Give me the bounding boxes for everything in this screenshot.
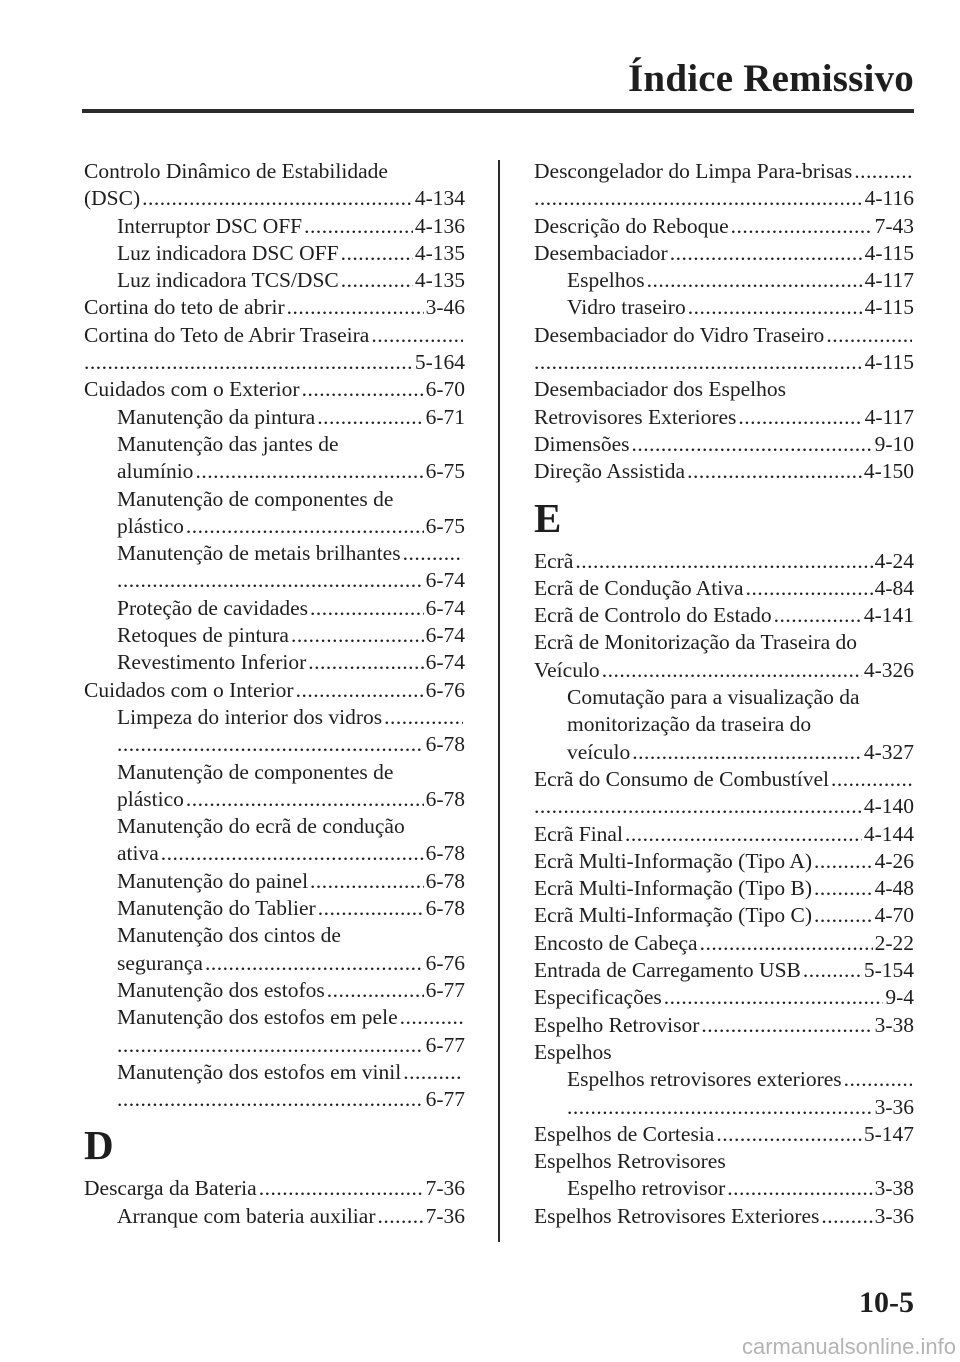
dot-leader	[287, 294, 424, 321]
page-reference: 4-141	[863, 603, 914, 628]
page-reference: 6-76	[425, 677, 465, 702]
entry-label: Cortina do teto de abrir	[84, 295, 285, 320]
page-reference: 6-77	[425, 1032, 465, 1057]
entry-label: Encosto de Cabeça	[534, 930, 698, 955]
index-entry	[84, 677, 465, 704]
section-letter: E	[534, 494, 562, 541]
page-reference: 5-147	[863, 1121, 914, 1146]
dot-leader	[205, 950, 424, 977]
index-subentry	[84, 622, 465, 649]
index-column-left	[84, 158, 465, 1230]
entry-label: Vidro traseiro	[567, 295, 686, 320]
page-reference: 4-136	[414, 213, 465, 238]
index-subentry	[84, 567, 465, 594]
index-subentry	[84, 1032, 465, 1059]
dot-leader	[602, 657, 862, 684]
entry-label: Espelhos Retrovisores Exteriores	[534, 1203, 820, 1228]
page-reference: 6-75	[425, 513, 465, 538]
entry-label: Manutenção de componentes de	[117, 759, 394, 784]
page-reference: 2-22	[874, 930, 914, 955]
dot-leader	[327, 977, 424, 1004]
page-reference: 4-70	[874, 903, 914, 928]
dot-leader	[317, 404, 423, 431]
index-subentry	[84, 759, 465, 786]
page-reference: 6-70	[425, 377, 465, 402]
page-reference: 4-135	[414, 240, 465, 265]
index-subentry	[84, 950, 465, 977]
entry-label: Manutenção de metais brilhantes	[117, 541, 401, 566]
dot-leader	[296, 677, 424, 704]
entry-label: Ecrã do Consumo de Combustível	[534, 766, 829, 791]
index-subentry	[84, 595, 465, 622]
entry-label: plástico	[117, 513, 184, 538]
entry-label: (DSC)	[84, 186, 141, 211]
page-reference: 5-164	[414, 350, 465, 375]
dot-leader	[647, 267, 863, 294]
index-entry	[534, 629, 914, 656]
page-reference: 6-74	[425, 595, 465, 620]
index-subentry	[84, 731, 465, 758]
index-entry	[84, 158, 465, 185]
index-entry	[534, 848, 914, 875]
entry-label: Cuidados com o Interior	[84, 677, 294, 702]
dot-leader	[400, 1004, 463, 1031]
index-entry	[534, 240, 914, 267]
index-subentry	[534, 294, 914, 321]
index-entry	[84, 322, 465, 349]
index-subentry	[84, 868, 465, 895]
dot-leader	[310, 868, 424, 895]
page-reference: 3-46	[425, 295, 465, 320]
entry-label: Cortina do Teto de Abrir Traseira	[84, 322, 370, 347]
index-subentry	[84, 458, 465, 485]
page-reference: 6-77	[425, 1087, 465, 1112]
dot-leader	[186, 786, 424, 813]
dot-leader	[803, 957, 862, 984]
dot-leader	[567, 1094, 873, 1121]
page-reference: 6-78	[425, 896, 465, 921]
index-subentry	[534, 1066, 914, 1093]
page-reference: 6-78	[425, 841, 465, 866]
dot-leader	[117, 731, 424, 758]
page-reference: 9-10	[874, 431, 914, 456]
dot-leader	[291, 622, 424, 649]
page-reference: 6-78	[425, 786, 465, 811]
page-title: Índice Remissivo	[628, 57, 914, 100]
entry-label: Arranque com bateria auxiliar	[117, 1203, 376, 1228]
dot-leader	[341, 240, 413, 267]
dot-leader	[384, 704, 463, 731]
entry-label: Retoques de pintura	[117, 623, 289, 648]
entry-label: Luz indicadora TCS/DSC	[117, 268, 339, 293]
page-reference: 5-154	[863, 958, 914, 983]
entry-label: Descrição do Reboque	[534, 213, 729, 238]
page-reference: 6-74	[425, 568, 465, 593]
dot-leader	[688, 294, 863, 321]
entry-label: Descarga da Bateria	[84, 1176, 257, 1201]
dot-leader	[318, 895, 424, 922]
dot-leader	[310, 595, 424, 622]
index-entry	[534, 1121, 914, 1148]
index-subentry	[84, 1203, 465, 1230]
entry-label: Manutenção dos cintos de	[117, 923, 341, 948]
dot-leader	[534, 349, 863, 376]
dot-leader	[716, 1121, 862, 1148]
entry-label: plástico	[117, 786, 184, 811]
index-entry	[534, 185, 914, 212]
index-subentry	[84, 922, 465, 949]
index-entry	[534, 657, 914, 684]
watermark: carmanualsonline.info	[741, 1334, 956, 1359]
entry-label: Veículo	[534, 657, 600, 682]
index-entry	[534, 793, 914, 820]
entry-label: Manutenção do painel	[117, 868, 309, 893]
entry-label: Ecrã de Monitorização da Traseira do	[534, 630, 857, 655]
index-entry	[534, 322, 914, 349]
index-entry	[534, 349, 914, 376]
index-entry	[534, 875, 914, 902]
dot-leader	[814, 875, 873, 902]
index-subentry	[84, 540, 465, 567]
entry-label: Comutação para a visualização da	[567, 685, 860, 710]
entry-label: Espelhos de Cortesia	[534, 1121, 715, 1146]
index-subentry	[84, 267, 465, 294]
page-reference: 4-134	[414, 186, 465, 211]
index-subentry	[84, 895, 465, 922]
page-reference: 6-78	[425, 868, 465, 893]
entry-label: Descongelador do Limpa Para-brisas	[534, 159, 853, 183]
dot-leader	[814, 848, 873, 875]
dot-leader	[727, 1175, 872, 1202]
entry-label: Controlo Dinâmico de Estabilidade	[84, 159, 388, 183]
dot-leader	[308, 649, 423, 676]
dot-leader	[632, 431, 873, 458]
index-subentry	[84, 840, 465, 867]
page-reference: 6-71	[425, 404, 465, 429]
index-entry	[534, 821, 914, 848]
entry-label: Ecrã Multi-Informação (Tipo B)	[534, 876, 813, 901]
entry-label: Espelhos retrovisores exteriores	[567, 1067, 842, 1092]
dot-leader	[341, 267, 413, 294]
index-subentry	[534, 1175, 914, 1202]
index-column-right	[534, 158, 914, 1230]
entry-label: Proteção de cavidades	[117, 595, 309, 620]
entry-label: Espelhos	[567, 268, 645, 293]
column-divider	[498, 160, 500, 1242]
page-reference: 9-4	[885, 985, 914, 1010]
header-rule	[82, 109, 914, 113]
dot-leader	[746, 575, 873, 602]
section-letter: D	[84, 1122, 114, 1169]
entry-label: Manutenção da pintura	[117, 404, 316, 429]
index-subentry	[84, 1059, 465, 1086]
page-reference: 4-140	[863, 794, 914, 819]
entry-label: ativa	[117, 841, 159, 866]
index-entry	[534, 158, 914, 185]
entry-label: Ecrã Multi-Informação (Tipo A)	[534, 848, 813, 873]
dot-leader	[625, 821, 862, 848]
index-entry	[534, 957, 914, 984]
dot-leader	[117, 1032, 424, 1059]
entry-label: Entrada de Carregamento USB	[534, 958, 801, 983]
page-reference: 6-78	[425, 732, 465, 757]
entry-label: Desembaciador dos Espelhos	[534, 377, 786, 402]
dot-leader	[670, 240, 863, 267]
page-reference: 6-74	[425, 650, 465, 675]
entry-label: Ecrã de Controlo do Estado	[534, 603, 772, 628]
index-entry	[534, 984, 914, 1011]
dot-leader	[821, 1203, 872, 1230]
entry-label: Manutenção do Tablier	[117, 896, 316, 921]
dot-leader	[774, 602, 862, 629]
entry-label: Ecrã Multi-Informação (Tipo C)	[534, 903, 813, 928]
index-entry	[534, 1203, 914, 1230]
dot-leader	[687, 458, 862, 485]
dot-leader	[844, 1066, 912, 1093]
index-subentry	[534, 739, 914, 766]
page-reference: 3-36	[874, 1203, 914, 1228]
dot-leader	[84, 349, 413, 376]
index-entry	[534, 575, 914, 602]
dot-leader	[259, 1175, 424, 1202]
dot-leader	[575, 548, 872, 575]
entry-label: Ecrã	[534, 548, 574, 573]
entry-label: Manutenção dos estofos	[117, 977, 325, 1002]
entry-label: segurança	[117, 950, 203, 975]
index-subentry	[534, 711, 914, 738]
index-entry	[534, 1148, 914, 1175]
page-reference: 4-144	[863, 821, 914, 846]
index-entry	[84, 185, 465, 212]
entry-label: Direção Assistida	[534, 459, 686, 484]
dot-leader	[534, 793, 862, 820]
page-reference: 4-84	[874, 575, 914, 600]
index-entry	[534, 404, 914, 431]
index-subentry	[84, 649, 465, 676]
page-reference: 4-327	[863, 739, 914, 764]
index-entry	[534, 902, 914, 929]
entry-label: Revestimento Inferior	[117, 650, 307, 675]
page-reference: 3-38	[874, 1176, 914, 1201]
dot-leader	[377, 1203, 423, 1230]
index-subentry	[84, 431, 465, 458]
index-subentry	[84, 404, 465, 431]
dot-leader	[302, 376, 424, 403]
index-entry	[534, 930, 914, 957]
index-entry	[534, 548, 914, 575]
page-reference: 7-36	[425, 1203, 465, 1228]
index-subentry	[84, 513, 465, 540]
entry-label: Espelho retrovisor	[567, 1176, 726, 1201]
page-reference: 3-38	[874, 1012, 914, 1037]
index-subentry	[84, 977, 465, 1004]
entry-label: Desembaciador	[534, 240, 668, 265]
dot-leader	[304, 213, 413, 240]
index-subentry	[84, 240, 465, 267]
page-reference: 6-77	[425, 977, 465, 1002]
index-entry	[84, 349, 465, 376]
page-reference: 6-76	[425, 950, 465, 975]
index-subentry	[84, 486, 465, 513]
index-entry	[534, 1039, 914, 1066]
entry-label: Manutenção do ecrã de condução	[117, 814, 405, 839]
index-entry	[84, 294, 465, 321]
dot-leader	[731, 213, 873, 240]
entry-label: monitorização da traseira do	[567, 712, 812, 737]
page-reference: 3-36	[874, 1094, 914, 1119]
page-reference: 7-43	[874, 213, 914, 238]
dot-leader	[854, 158, 912, 185]
page-reference: 4-48	[874, 876, 914, 901]
dot-leader	[161, 840, 424, 867]
entry-label: Desembaciador do Vidro Traseiro	[534, 322, 825, 347]
entry-label: Espelhos Retrovisores	[534, 1149, 726, 1174]
index-entry	[534, 766, 914, 793]
index-subentry	[84, 813, 465, 840]
index-entry	[534, 602, 914, 629]
entry-label: Manutenção dos estofos em vinil	[117, 1059, 402, 1084]
index-entry	[84, 1175, 465, 1202]
page-reference: 4-326	[863, 657, 914, 682]
entry-label: alumínio	[117, 459, 194, 484]
dot-leader	[195, 458, 423, 485]
index-entry	[534, 1012, 914, 1039]
entry-label: Dimensões	[534, 431, 630, 456]
entry-label: Manutenção das jantes de	[117, 431, 339, 456]
dot-leader	[534, 185, 863, 212]
page-reference: 6-74	[425, 623, 465, 648]
entry-label: Manutenção dos estofos em pele	[117, 1005, 398, 1030]
page-reference: 4-116	[864, 186, 914, 211]
page-reference: 7-36	[425, 1176, 465, 1201]
page-number: 10-5	[859, 1286, 914, 1319]
page-reference: 4-115	[864, 350, 914, 375]
entry-label: Manutenção de componentes de	[117, 486, 394, 511]
entry-label: Especificações	[534, 985, 662, 1010]
index-entry	[534, 431, 914, 458]
entry-label: Ecrã Final	[534, 821, 623, 846]
dot-leader	[701, 1012, 872, 1039]
entry-label: Espelho Retrovisor	[534, 1012, 700, 1037]
dot-leader	[371, 322, 463, 349]
page-reference: 4-26	[874, 848, 914, 873]
index-entry	[534, 213, 914, 240]
index-entry	[534, 458, 914, 485]
entry-label: Retrovisores Exteriores	[534, 404, 737, 429]
dot-leader	[738, 404, 862, 431]
page-reference: 4-115	[864, 240, 914, 265]
page-reference: 6-75	[425, 459, 465, 484]
index-subentry	[534, 1094, 914, 1121]
page-reference: 4-117	[864, 268, 914, 293]
entry-label: Luz indicadora DSC OFF	[117, 240, 339, 265]
dot-leader	[814, 902, 873, 929]
dot-leader	[117, 567, 424, 594]
dot-leader	[403, 540, 463, 567]
dot-leader	[186, 513, 424, 540]
index-subentry	[84, 213, 465, 240]
index-entry	[534, 376, 914, 403]
page-reference: 4-150	[863, 459, 914, 484]
dot-leader	[142, 185, 413, 212]
index-subentry	[84, 704, 465, 731]
dot-leader	[403, 1059, 463, 1086]
page-reference: 4-115	[864, 295, 914, 320]
entry-label: Limpeza do interior dos vidros	[117, 704, 383, 729]
entry-label: Cuidados com o Exterior	[84, 377, 300, 402]
dot-leader	[831, 766, 912, 793]
entry-label: veículo	[567, 739, 631, 764]
dot-leader	[826, 322, 912, 349]
index-entry	[84, 376, 465, 403]
dot-leader	[700, 930, 873, 957]
index-subentry	[84, 1086, 465, 1113]
index-subentry	[84, 786, 465, 813]
entry-label: Interruptor DSC OFF	[117, 213, 303, 238]
entry-label: Ecrã de Condução Ativa	[534, 575, 744, 600]
page-reference: 4-117	[864, 404, 914, 429]
entry-label: Espelhos	[534, 1039, 612, 1064]
page-reference: 4-24	[874, 548, 914, 573]
index-subentry	[534, 684, 914, 711]
page-reference: 4-135	[414, 268, 465, 293]
dot-leader	[664, 984, 884, 1011]
dot-leader	[117, 1086, 424, 1113]
dot-leader	[632, 739, 862, 766]
index-subentry	[534, 267, 914, 294]
index-subentry	[84, 1004, 465, 1031]
